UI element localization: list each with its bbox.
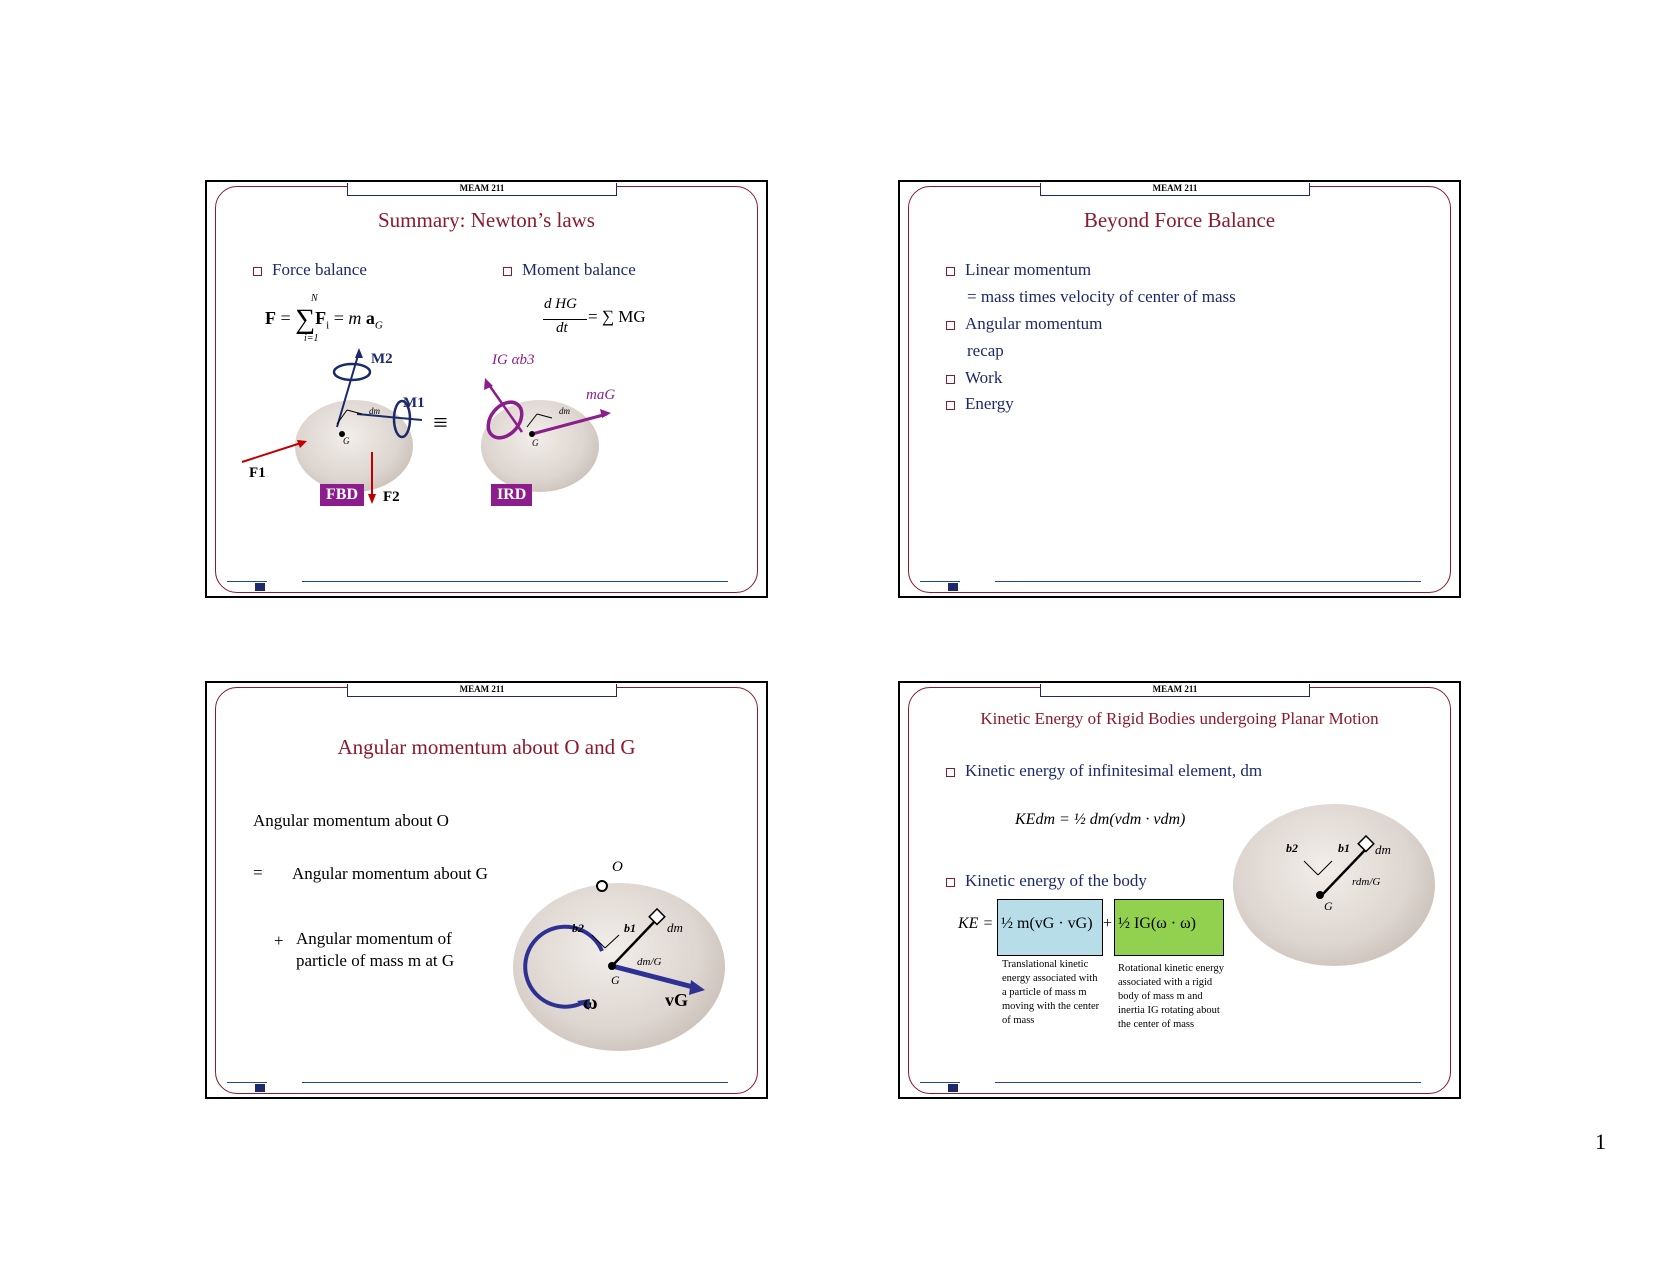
penn-logo bbox=[255, 1084, 267, 1092]
label-r: dm/G bbox=[637, 956, 662, 968]
slide-angular-momentum bbox=[205, 681, 768, 1099]
penn-logo bbox=[948, 1084, 960, 1092]
translational-note: Translational kinetic energy associated with a particle of mass m moving with the center of mass bbox=[1002, 959, 1100, 1026]
line-particle-1: Angular momentum of bbox=[296, 929, 452, 948]
slide-header: MEAM 211 bbox=[347, 183, 617, 196]
line-about-o: Angular momentum about O bbox=[253, 811, 449, 830]
plus-sign: + bbox=[274, 931, 284, 950]
slide-kinetic-energy bbox=[898, 681, 1461, 1099]
penn-shield-icon bbox=[255, 1084, 265, 1092]
ke-label: KE = bbox=[958, 915, 994, 932]
penn-logo bbox=[255, 583, 267, 591]
footer-line bbox=[302, 581, 728, 582]
slide-title: Kinetic Energy of Rigid Bodies undergoing Planar Motion bbox=[980, 709, 1379, 728]
slide-title: Summary: Newton’s laws bbox=[378, 208, 595, 232]
line-about-g: Angular momentum about G bbox=[292, 864, 488, 883]
footer-line-left bbox=[920, 1082, 960, 1083]
penn-shield-icon bbox=[255, 583, 265, 591]
slide-header: MEAM 211 bbox=[1040, 183, 1310, 196]
line-particle-2: particle of mass m at G bbox=[296, 951, 455, 970]
label-omega: ω bbox=[583, 992, 598, 1014]
bullet-energy: Energy bbox=[946, 394, 1014, 414]
label-b1: b1 bbox=[624, 921, 636, 935]
slide-title: Angular momentum about O and G bbox=[337, 735, 636, 759]
subline-recap: recap bbox=[967, 341, 1004, 360]
force-equation: $F = \sum F_i = m$ $a_G$ bbox=[265, 304, 383, 335]
ird-vectors bbox=[207, 182, 770, 600]
footer-line-left bbox=[920, 581, 960, 582]
footer-line bbox=[995, 1082, 1421, 1083]
bullet-moment-balance: Moment balance bbox=[503, 260, 636, 280]
label-r: rdm/G bbox=[1352, 876, 1381, 888]
subline-mass-velocity: = mass times velocity of center of mass bbox=[967, 287, 1236, 306]
label-g: G bbox=[611, 973, 620, 987]
penn-logo bbox=[948, 583, 960, 591]
equivalence-sign: ≡ bbox=[433, 408, 448, 437]
label-o: O bbox=[612, 859, 623, 875]
label-f2: F2 bbox=[383, 489, 400, 505]
ke-translational: ½ m(vG · vG) bbox=[1001, 915, 1093, 932]
slide-frame bbox=[908, 186, 1451, 593]
label-f1: F1 bbox=[249, 465, 266, 481]
page-number: 1 bbox=[1595, 1129, 1606, 1154]
bullet-ke-body: Kinetic energy of the body bbox=[946, 871, 1147, 891]
slide-header: MEAM 211 bbox=[1040, 684, 1310, 697]
label-dm: dm bbox=[1375, 842, 1391, 857]
label-ig-alpha: IG αb3 bbox=[492, 352, 535, 368]
footer-line-left bbox=[227, 581, 267, 582]
bullet-box-icon bbox=[946, 321, 955, 330]
moment-equation-rhs: = ∑ MG bbox=[588, 307, 646, 326]
moment-equation-numerator: d HG bbox=[544, 296, 577, 312]
moment-equation-denominator: dt bbox=[556, 320, 568, 336]
label-fbd-g: G bbox=[343, 436, 350, 446]
sum-upper-limit: N bbox=[311, 293, 318, 304]
bullet-linear-momentum: Linear momentum bbox=[946, 260, 1091, 280]
slide-beyond-force-balance bbox=[898, 180, 1461, 598]
label-m1: M1 bbox=[403, 395, 425, 411]
bullet-work: Work bbox=[946, 368, 1002, 388]
label-dm: dm bbox=[667, 920, 683, 935]
label-b2: b2 bbox=[1286, 841, 1298, 855]
bullet-force-balance: Force balance bbox=[253, 260, 367, 280]
bullet-box-icon bbox=[946, 401, 955, 410]
label-g: G bbox=[1324, 899, 1333, 913]
label-fbd-dm: dm bbox=[369, 406, 380, 416]
penn-shield-icon bbox=[948, 583, 958, 591]
penn-shield-icon bbox=[948, 1084, 958, 1092]
label-b1: b1 bbox=[1338, 841, 1350, 855]
footer-line bbox=[302, 1082, 728, 1083]
slide-newtons-laws bbox=[205, 180, 768, 598]
bullet-angular-momentum: Angular momentum bbox=[946, 314, 1102, 334]
label-ird-g: G bbox=[532, 438, 539, 448]
rotational-note: Rotational kinetic energy associated with a rigid body of mass m and inertia IG rotating about the center of mass bbox=[1118, 963, 1224, 1030]
ke-plus: + bbox=[1103, 915, 1113, 932]
fbd-label: FBD bbox=[320, 484, 364, 506]
bullet-box-icon bbox=[946, 267, 955, 276]
ke-rotational: ½ IG(ω · ω) bbox=[1118, 915, 1196, 932]
footer-line-left bbox=[227, 1082, 267, 1083]
ke-dm-equation: KEdm = ½ dm(vdm · vdm) bbox=[1015, 811, 1186, 828]
label-m2: M2 bbox=[371, 351, 393, 367]
sum-lower-limit: i=1 bbox=[304, 333, 319, 344]
footer-line bbox=[995, 581, 1421, 582]
angular-momentum-vectors bbox=[207, 683, 770, 1101]
label-b2: b2 bbox=[572, 921, 584, 935]
bullet-box-icon bbox=[946, 375, 955, 384]
label-ird-dm: dm bbox=[559, 406, 570, 416]
slide-header: MEAM 211 bbox=[347, 684, 617, 697]
slide-title: Beyond Force Balance bbox=[1083, 208, 1276, 232]
ird-label: IRD bbox=[491, 484, 532, 506]
label-ma: maG bbox=[586, 387, 616, 403]
ke-vectors bbox=[900, 683, 1463, 1101]
equals-sign: = bbox=[253, 863, 263, 882]
bullet-ke-element: Kinetic energy of infinitesimal element, dm bbox=[946, 761, 1262, 781]
label-vg: vG bbox=[665, 990, 689, 1010]
